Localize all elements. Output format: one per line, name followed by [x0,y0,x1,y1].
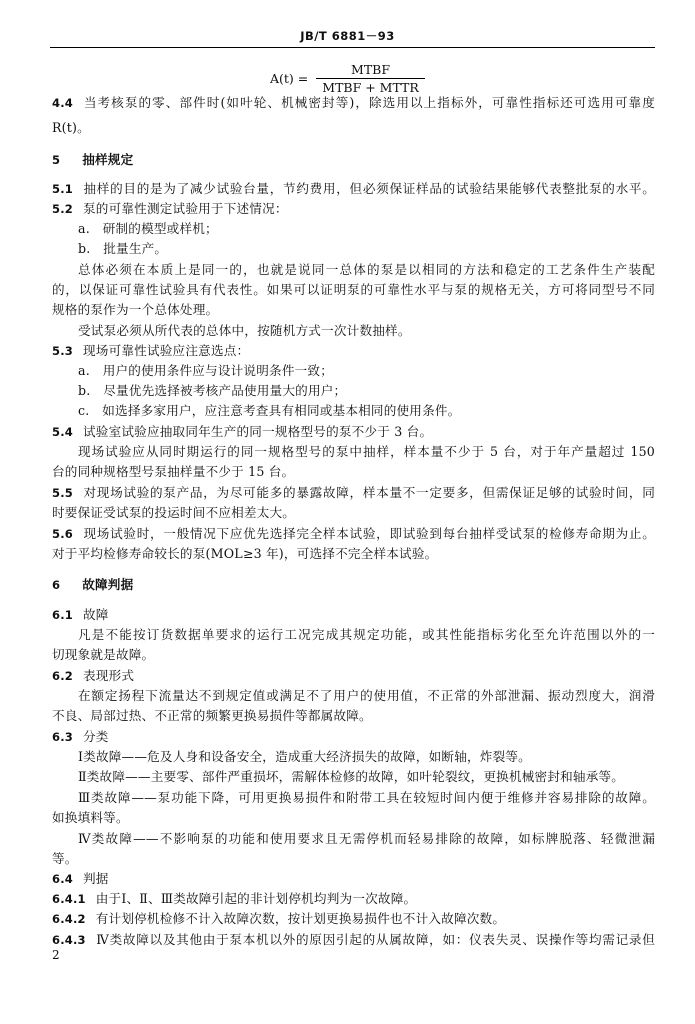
text-line-l31 [78,749,531,765]
text-line-l27 [52,668,134,684]
clause-text: 台的同种规格型号泵抽样量不少于 15 台。 [52,464,295,479]
text-line-l01 [52,95,655,111]
text-line-l33 [78,790,655,806]
clause-text: 现场可靠性试验应注意选点： [82,343,250,358]
clause-number: 6.2 [52,669,73,683]
clause-text: 抽样规定 [82,152,134,167]
clause-number: 6.4.2 [52,912,86,926]
clause-number: 5 [52,153,61,167]
clause-text: Ⅳ类故障以及其他由于泵本机以外的原因引起的从属故障，如：仪表失灵、误操作等均需记录但 [95,932,655,947]
formula-lhs: A(t) = [270,71,309,86]
clause-text: 故障判据 [82,577,134,592]
clause-text: 切现象就是故障。 [52,647,155,662]
clause-number: 6.3 [52,730,73,744]
clause-number: 6.4.3 [52,933,86,947]
text-line-l30 [52,729,109,745]
clause-text: 凡是不能按订货数据单要求的运行工况完成其规定功能，或其性能指标劣化至允许范围以外的一 [78,627,655,642]
clause-text: Ⅲ类故障——泵功能下降，可用更换易损件和附带工具在较短时间内便于维修并容易排除的故障。 [78,790,655,805]
clause-text: 对现场试验的泵产品，为尽可能多的暴露故障，样本量不一定要多，但需保证足够的试验时间，同 [82,485,655,500]
text-line-l16 [52,424,432,440]
clause-number: 5.6 [52,527,73,541]
clause-number: 5.4 [52,425,73,439]
clause-text: 表现形式 [82,668,135,683]
formula-fraction [316,62,425,95]
text-line-l38 [52,891,416,907]
clause-text: Ⅰ类故障——危及人身和设备安全，造成重大经济损失的故障，如断轴，炸裂等。 [78,749,531,764]
text-line-l18 [52,464,294,480]
clause-number: 5.3 [52,344,73,358]
clause-text: a. 研制的模型或样机； [78,221,218,236]
text-line-l02 [52,120,90,136]
clause-text: a. 用户的使用条件应与设计说明条件一致； [78,363,333,378]
text-line-l34 [52,810,129,826]
clause-text: 由于Ⅰ、Ⅱ、Ⅲ类故障引起的非计划停机均判为一次故障。 [95,891,417,906]
text-line-l03 [52,152,133,168]
text-line-l17 [78,444,655,460]
text-line-l36 [52,851,78,867]
text-line-l26 [52,647,154,663]
header-rule [50,47,655,48]
clause-number: 5.5 [52,486,73,500]
text-line-l40 [52,932,655,948]
clause-text: 现场试验时，一般情况下应优先选择完全样本试验，即试验到每台抽样受试泵的检修寿命期为止。 [82,526,655,541]
clause-text: 规格的泵作为一个总体处理。 [52,302,219,317]
clause-text: Ⅱ类故障——主要零、部件严重损坏，需解体检修的故障，如叶轮裂纹，更换机械密封和轴承等。 [78,769,625,784]
text-line-l20 [52,505,295,521]
text-line-l12 [52,343,249,359]
clause-text: 如换填料等。 [52,810,129,825]
clause-number: 6.4.1 [52,892,86,906]
text-line-l15 [78,403,460,419]
clause-text: 有计划停机检修不计入故障次数，按计划更换易损件也不计入故障次数。 [95,911,506,926]
clause-text: c. 如选择多家用户，应注意考查具有相同或基本相同的使用条件。 [78,403,461,418]
text-line-l23 [52,577,133,593]
text-line-l10 [52,302,218,318]
text-line-l37 [52,871,109,887]
text-line-l35 [78,831,655,847]
text-line-l25 [78,627,655,643]
text-line-l14 [78,383,346,399]
clause-number: 6.4 [52,872,73,886]
text-line-l29 [52,708,372,724]
clause-text: 的，以保证可靠性试验具有代表性。如果可以证明泵的可靠性水平与泵的规格无关，方可将同型号不同 [52,282,655,297]
clause-text: 等。 [52,851,78,866]
text-line-l09 [52,282,655,298]
formula-numerator: MTBF [351,62,391,77]
text-line-l32 [78,769,624,785]
text-line-l08 [78,262,655,278]
text-line-l24 [52,607,109,623]
text-line-l19 [52,485,655,501]
text-line-l39 [52,911,505,927]
clause-text: 判据 [82,871,109,886]
availability-formula [270,62,425,95]
clause-text: 分类 [82,729,109,744]
clause-number: 6 [52,578,61,592]
clause-text: Ⅳ类故障——不影响泵的功能和使用要求且无需停机而轻易排除的故障，如标牌脱落、轻微泄漏 [78,831,655,846]
clause-text: 受试泵必须从所代表的总体中，按随机方式一次计数抽样。 [78,323,411,338]
text-line-l22 [52,546,437,562]
clause-text: 时要保证受试泵的投运时间不应相差太大。 [52,505,296,520]
clause-number: 5.2 [52,202,73,216]
text-line-l04 [52,181,655,197]
clause-text: b. 批量生产。 [78,241,168,256]
text-line-l21 [52,526,655,542]
clause-number: 5.1 [52,182,73,196]
standard-header: JB/T 6881－93 [300,29,395,43]
page-number: 2 [52,948,60,962]
clause-text: 不良、局部过热、不正常的频繁更换易损件等都属故障。 [52,708,372,723]
clause-text: 当考核泵的零、部件时(如叶轮、机械密封等)，除选用以上指标外，可靠性指标还可选用可靠度 [82,95,655,110]
text-line-l05 [52,201,288,217]
clause-number: 6.1 [52,608,73,622]
clause-text: 在额定扬程下流量达不到规定值或满足不了用户的使用值，不正常的外部泄漏、振动烈度大，润滑 [78,688,655,703]
text-line-l13 [78,363,333,379]
text-line-l07 [78,241,167,257]
text-line-l28 [78,688,655,704]
clause-number: 4.4 [52,96,73,110]
formula-denominator: MTBF + MTTR [316,78,425,95]
clause-text: b. 尽量优先选择被考核产品使用量大的用户； [78,383,347,398]
clause-text: 试验室试验应抽取同年生产的同一规格型号的泵不少于 3 台。 [82,424,433,439]
clause-text: 故障 [82,607,109,622]
text-line-l06 [78,221,218,237]
clause-text: 现场试验应从同时期运行的同一规格型号的泵中抽样，样本量不少于 5 台，对于年产量超过 150 [78,444,655,459]
clause-text: 抽样的目的是为了减少试验台量，节约费用，但必须保证样品的试验结果能够代表整批泵的水平。 [82,181,655,196]
text-line-l11 [78,323,411,339]
clause-text: 对于平均检修寿命较长的泵(MOL≥3 年)，可选择不完全样本试验。 [52,546,438,561]
clause-text: 泵的可靠性测定试验用于下述情况： [82,201,288,216]
clause-text: R(t)。 [52,120,90,135]
clause-text: 总体必须在本质上是同一的，也就是说同一总体的泵是以相同的方法和稳定的工艺条件生产装配 [78,262,655,277]
